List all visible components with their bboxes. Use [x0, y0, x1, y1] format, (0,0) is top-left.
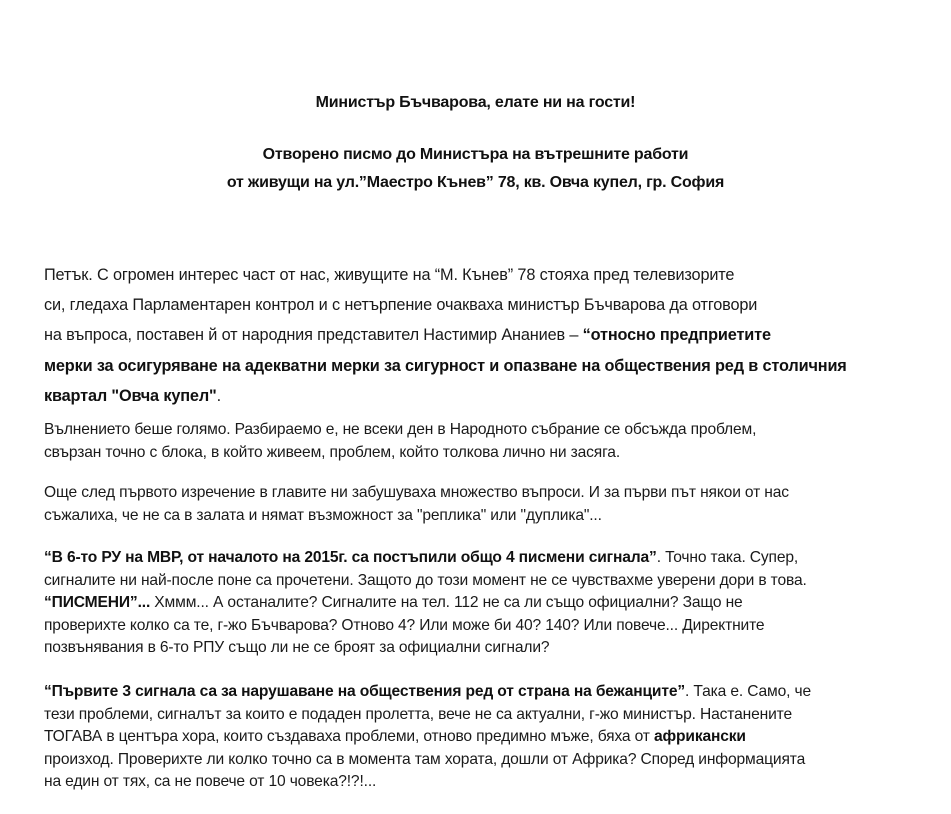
paragraph-1-line-4	[44, 357, 924, 387]
paragraph-1-line-5	[44, 387, 924, 417]
paragraph-4-line-3-text: Хммм... А останалите? Сигналите на тел. 112 не са ли също официални? Защо не	[150, 594, 743, 611]
paragraph-1-line-3	[44, 326, 924, 356]
paragraph-4-line-5: позвънявания в 6-то РПУ също ли не се броят за официални сигнали?	[44, 639, 550, 656]
paragraph-2-line-1: Вълнението беше голямо. Разбираемо е, не всеки ден в Народното събрание се обсъжда проблем,	[44, 421, 757, 438]
paragraph-5-line-1-text: . Така е. Само, че	[685, 683, 811, 700]
paragraph-1-line-3-text: на въпроса, поставен й от народния представител Настимир Ананиев –	[44, 326, 579, 345]
paragraph-1-line-2: си, гледаха Парламентарен контрол и с нетърпение очакваха министър Бъчварова да отговори	[44, 296, 758, 315]
paragraph-5-line-1	[44, 683, 924, 706]
paragraph-5-line-2: тези проблеми, сигналът за които е подаден пролетта, вече не са актуални, г-жо министър. Настанените	[44, 705, 792, 723]
paragraph-5-emphasis: африкански	[653, 728, 746, 745]
paragraph-3-line-2: съжалиха, че не са в залата и нямат възможност за "реплика" или "дуплика"...	[44, 506, 602, 524]
paragraph-4-line-1	[44, 549, 924, 572]
paragraph-1-end-punct: .	[216, 386, 221, 405]
paragraph-1-quote-mid: мерки за осигуряване на адекватни мерки за сигурност и опазване на обществения ред в столичния	[44, 356, 847, 375]
paragraph-4-line-1-text: . Точно така. Супер,	[656, 549, 799, 566]
paragraph-4	[44, 549, 924, 662]
paragraph-1-quote-start: “относно предприетите	[578, 326, 771, 345]
paragraph-1-line-1: Петък. С огромен интерес част от нас, живущите на “М. Кънев” 78 стояха пред телевизорите	[44, 266, 735, 284]
paragraph-3	[44, 484, 924, 529]
paragraph-5	[44, 683, 924, 796]
paragraph-4-line-2: сигналите ни най-после поне са прочетени. Защото до този момент не се чувствахме уверени дори в това.	[44, 571, 807, 589]
paragraph-4-line-3	[44, 594, 924, 617]
paragraph-5-line-3	[44, 728, 924, 751]
paragraph-3-line-1: Още след първото изречение в главите ни забушуваха множество въпроси. И за първи път някои от нас	[44, 484, 789, 501]
paragraph-1	[44, 266, 924, 417]
paragraph-2	[44, 421, 924, 466]
paragraph-5-line-4: произход. Проверихте ли колко точно са в момента там хората, дошли от Африка? Според информацията	[44, 750, 806, 768]
paragraph-5-line-3-text: ТОГАВА в центъра хора, които създаваха проблеми, отново предимно мъже, бяха от	[44, 728, 654, 745]
paragraph-2-line-2: свързан точно с блока, в който живеем, проблем, който толкова лично ни засяга.	[44, 443, 620, 461]
letter-title: Министър Бъчварова, елате ни на гости!	[315, 94, 636, 111]
paragraph-4-emphasis: “ПИСМЕНИ”...	[44, 594, 151, 611]
letter-subtitle-line-1: Отворено писмо до Министъра на вътрешните работи	[262, 146, 689, 163]
paragraph-4-quote: “В 6-то РУ на МВР, от началото на 2015г. са постъпили общо 4 писмени сигнала”	[44, 549, 657, 566]
paragraph-5-quote: “Първите 3 сигнала са за нарушаване на обществения ред от страна на бежанците”	[44, 683, 686, 700]
paragraph-4-line-4: проверихте колко са те, г-жо Бъчварова? Отново 4? Или може би 40? 140? Или повече... Директните	[44, 616, 765, 634]
letter-subtitle-line-2: от живущи на ул.”Маестро Кънев” 78, кв. Овча купел, гр. София	[226, 174, 725, 191]
paragraph-5-line-5: на един от тях, са не повече от 10 човека?!?!...	[44, 773, 377, 790]
paragraph-1-quote-end: квартал "Овча купел"	[44, 386, 217, 405]
